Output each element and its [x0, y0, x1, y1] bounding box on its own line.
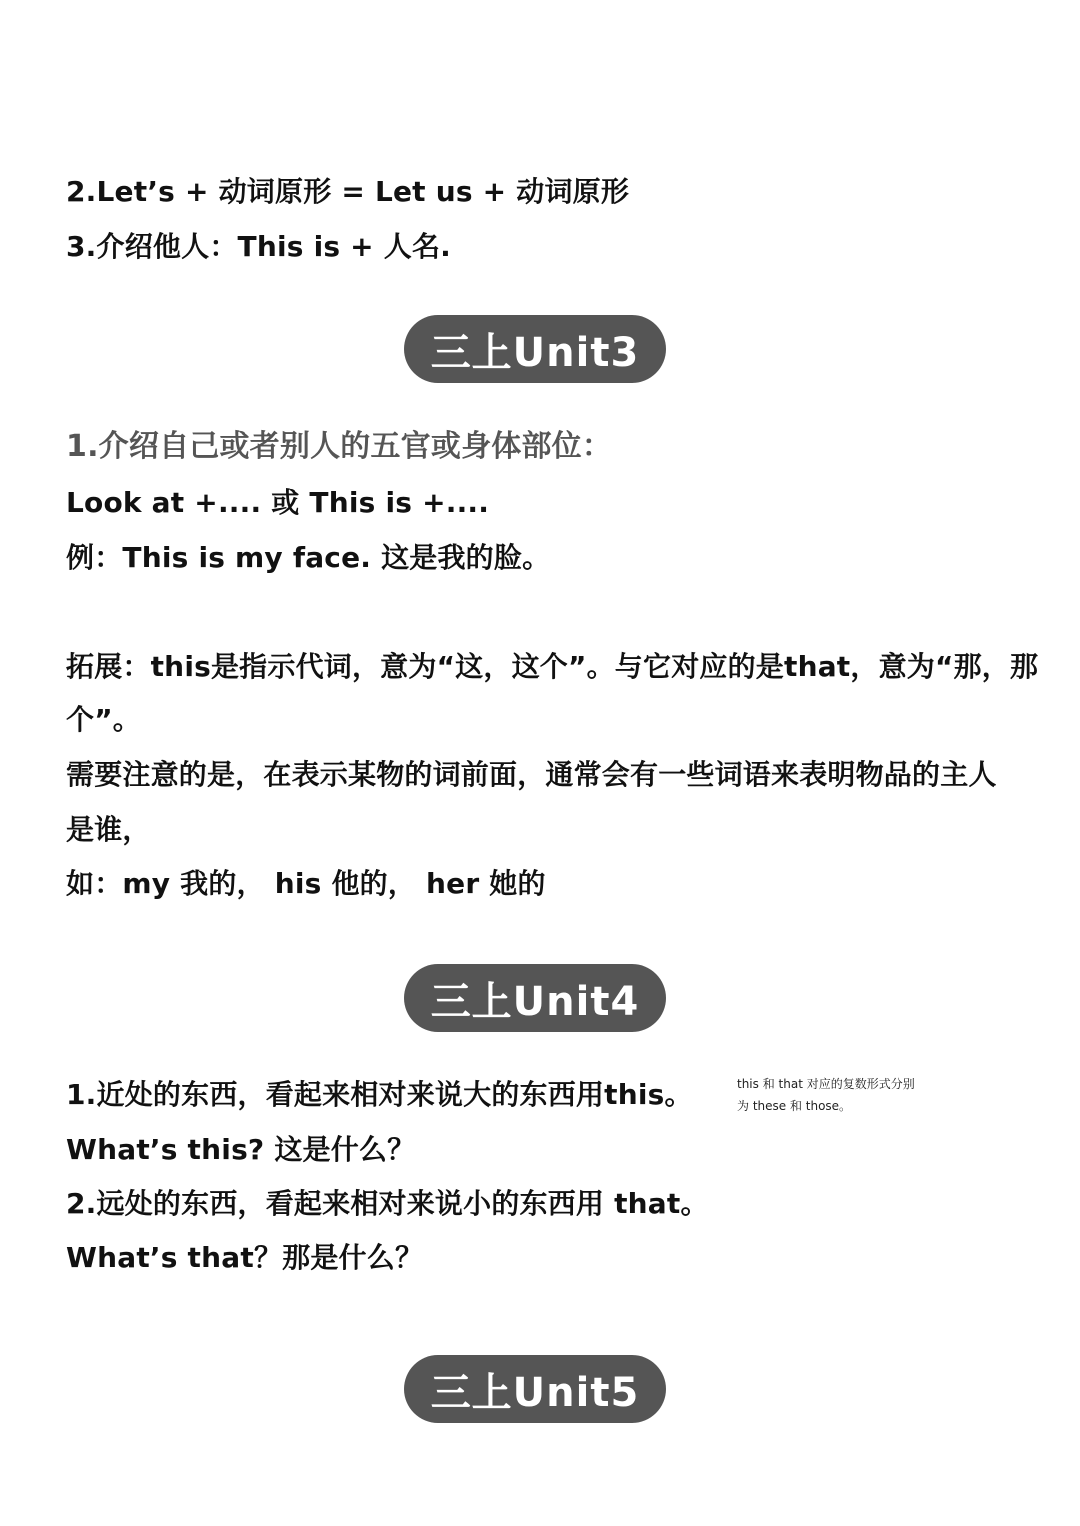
unit4-line-whats-this: What’s this? 这是什么？ [66, 1133, 416, 1166]
unit4-line-whats-that: What’s that？那是什么？ [66, 1241, 424, 1274]
unit3-line-extension: 拓展：this是指示代词，意为“这，这个”。与它对应的是that，意为“那，那 [66, 650, 1039, 683]
unit3-line-pattern: Look at +.... 或 This is +.... [66, 486, 490, 519]
unit4-line-that-rule: 2.远处的东西，看起来相对来说小的东西用 that。 [66, 1187, 709, 1220]
unit4-side-note-line1: this 和 that 对应的复数形式分别 [737, 1077, 915, 1091]
unit3-line-note: 需要注意的是，在表示某物的词前面，通常会有一些词语来表明物品的主人 [66, 758, 997, 791]
intro-line-let-us: 2.Let’s + 动词原形 = Let us + 动词原形 [66, 175, 630, 208]
unit4-line-this-rule: 1.近处的东西，看起来相对来说大的东西用this。 [66, 1078, 693, 1111]
unit3-line-possessives: 如：my 我的， his 他的， her 她的 [66, 867, 546, 900]
unit5-badge: 三上Unit5 [404, 1355, 666, 1423]
unit3-badge: 三上Unit3 [404, 315, 666, 383]
unit4-side-note-line2: 为 these 和 those。 [737, 1099, 852, 1113]
unit3-heading: 1.介绍自己或者别人的五官或身体部位： [66, 429, 613, 464]
intro-line-introduce-others: 3.介绍他人：This is + 人名. [66, 230, 452, 263]
unit4-badge: 三上Unit4 [404, 964, 666, 1032]
unit3-line-note-cont: 是谁， [66, 813, 151, 846]
unit3-line-example: 例：This is my face. 这是我的脸。 [66, 541, 551, 574]
unit3-line-extension-cont: 个”。 [66, 703, 142, 736]
